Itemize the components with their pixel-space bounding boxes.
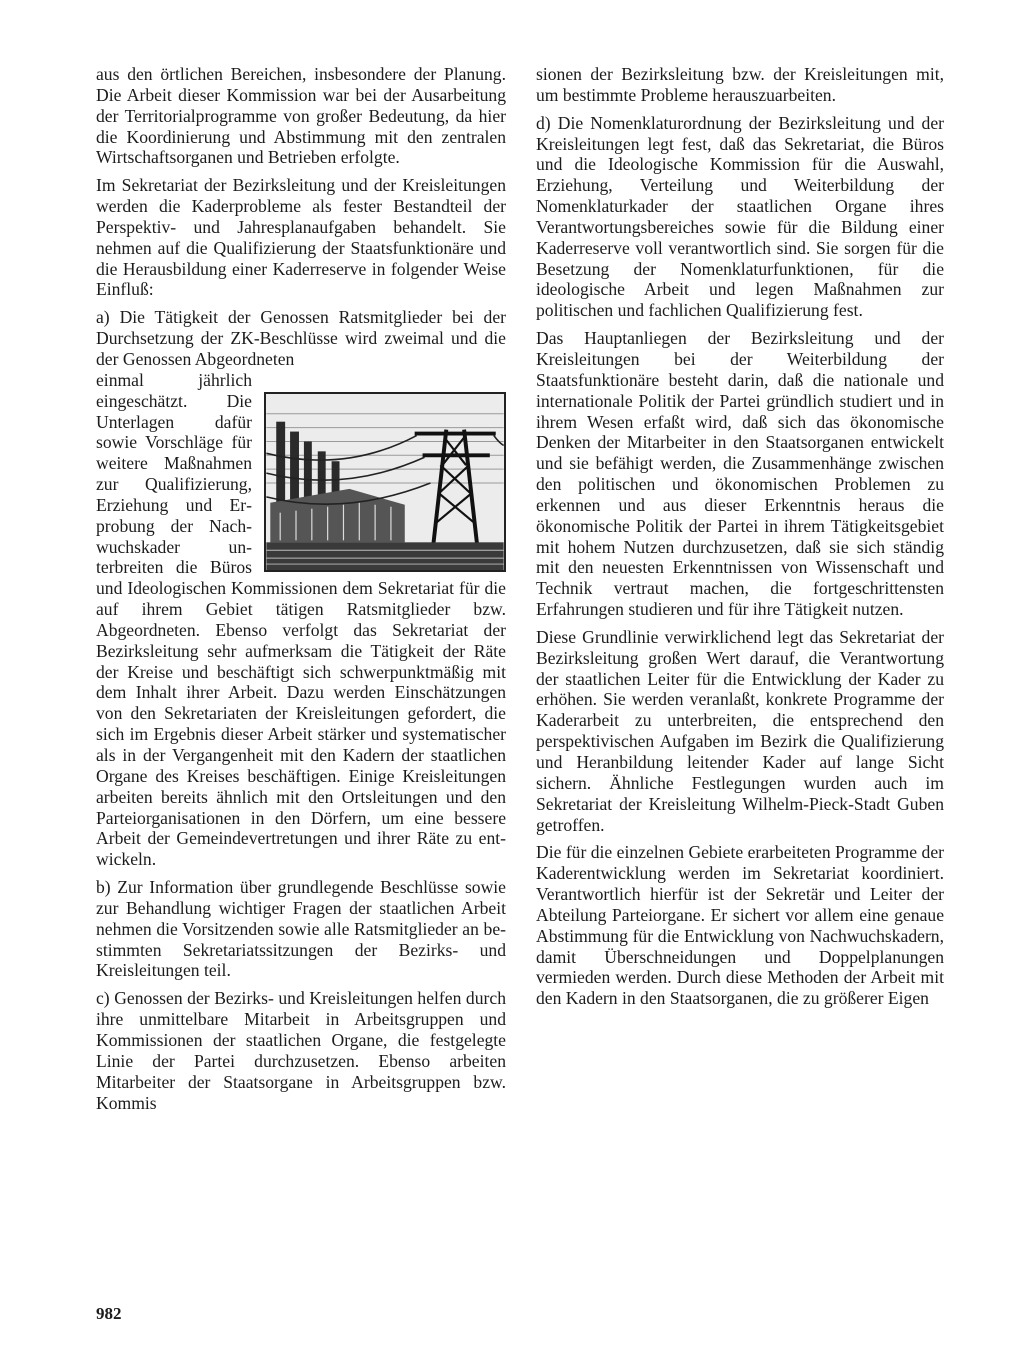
paragraph: d) Die Nomenklaturordnung der Bezirksleitung und der Kreisleitungen legt fest, daß das Sekretariat, die Büros und die Ideologische Kommission für die Auswahl, Erziehung, Verteilung und Weiterbildung der Nomenklaturkader der staatlichen Organe ihres Verantwortungsbereiches sowie für die Bildung einer Kaderreserve voll verantwortlich sind. Sie sorgen für die Besetzung der Nomenklaturfunktionen, für die ideologische Arbeit und legen Maßnahmen zur politischen und fachlichen Qualifizierung fest.	[536, 112, 944, 321]
power-plant-illustration	[264, 392, 506, 572]
paragraph: einmal jährlich eingeschätzt. Die Unterlagen dafür sowie Vorschläge für weitere Maßnahmen zur Qualifizierung, Erziehung und Erprobung der Nachwuchskader unterbreiten die Büros und Ideologischen Kommissionen dem Sekretariat für die auf ihrem Gebiet tätigen Ratsmitglieder bzw. Abgeordneten. Ebenso verfolgt das Sekretariat der Bezirksleitung sehr aufmerksam die Tätigkeit der Räte der Kreise und beschäftigt sich schwerpunktmäßig mit dem Inhalt ihrer Arbeit. Dazu werden Einschätzungen von den Sekretariaten der Kreisleitungen gefordert, die sich im Ergebnis dieser Arbeit stärker und systematischer als in der Vergangenheit mit den Kadern der staatlichen Organe des Kreises beschäftigen. Einige Kreisleitungen arbeiten bereits ähnlich mit den Ortsleitungen und den Parteiorganisationen in den Dörfern, um eine bessere Arbeit der Gemeindevertretungen und ihrer Räte zu entwickeln.	[96, 369, 506, 870]
paragraph: Die für die einzelnen Gebiete erarbeiteten Programme der Kaderentwicklung werden im Sekretariat koordiniert. Verantwortlich hierfür ist der Sekretär und Leiter der Abteilung Parteiorgane. Er sichert vor allem eine genaue Abstimmung für die Entwicklung von Nachwuchskadern, damit Überschneidungen und Doppelplanungen vermieden werden. Durch diese Methoden der Arbeit mit den Kadern in den Staatsorganen, die zu größerer Eigen	[536, 842, 944, 1009]
paragraph: Im Sekretariat der Bezirksleitung und der Kreisleitungen werden die Kaderprobleme als fester Bestandteil der Perspektiv- und Jahresplanaufgaben behandelt. Sie nehmen auf die Qualifizierung der Staatsfunktionäre und die Herausbildung einer Kaderreserve in folgender Weise Einfluß:	[96, 175, 506, 300]
paragraph: b) Zur Information über grundlegende Beschlüsse sowie zur Behandlung wichtiger Fragen der staatlichen Arbeit nehmen die Vorsitzenden sowie alle Ratsmitglieder an bestimmten Sekretariatssitzungen der Bezirks- und Kreisleitungen teil.	[96, 877, 506, 981]
paragraph: c) Genossen der Bezirks- und Kreisleitungen helfen durch ihre unmittelbare Mitarbeit in Arbeitsgruppen und Kommissionen der staatlichen Organe, die festgelegte Linie der Partei durchzusetzen. Ebenso arbeiten Mitarbeiter der Staatsorgane in Arbeitsgruppen bzw. Kommis	[96, 988, 506, 1113]
paragraph: Diese Grundlinie verwirklichend legt das Sekretariat der Bezirksleitung großen Wert darauf, die Verantwortung der staatlichen Leiter für die Entwicklung der Kader zu erhöhen. Sie werden veranlaßt, konkrete Programme der Kaderarbeit zu unterbreiten, die entsprechend den perspektivischen Aufgaben im Bezirk die Qualifizierung und Heranbildung leitender Kader auf lange Sicht sichern. Ähnliche Festlegungen wurden auch im Sekretariat der Kreisleitung Wilhelm-Pieck-Stadt Guben getroffen.	[536, 626, 944, 835]
paragraph: sionen der Bezirksleitung bzw. der Kreisleitungen mit, um bestimmte Probleme herauszuarbeiten.	[536, 64, 944, 105]
industrial-power-line-icon	[266, 394, 504, 570]
right-column	[536, 64, 944, 1016]
paragraph: aus den örtlichen Bereichen, insbesondere der Planung. Die Arbeit dieser Kommission war bei der Ausarbeitung der Territorialprogramme von großer Bedeutung, da hier die Koordinierung und Abstimmung mit den zentralen Wirtschaftsorganen und Betrieben erfolgte.	[96, 64, 506, 168]
paragraph: Das Hauptanliegen der Bezirksleitung und der Kreisleitungen bei der Weiterbildung der Staatsfunktionäre besteht darin, daß die nationale und internationale Politik der Partei gründlich studiert und in ihrem Wesen erfaßt wird, daß sich das ökonomische Denken der Mitarbeiter in den Staatsorganen entwickelt und sie befähigt werden, die Zusammenhänge zwischen den politischen und ökonomischen Problemen zu erkennen und aus dieser Erkenntnis heraus die ökonomische Politik der Partei in ihrem Tätigkeitsgebiet mit hohem Nutzen durchzusetzen, daß sie sich ständig mit den neuesten Erkenntnissen von Wissenschaft und Technik vertraut machen, die fortgeschrittensten Erfahrungen studieren und für ihre Tätigkeit nutzen.	[536, 328, 944, 620]
paragraph: a) Die Tätigkeit der Genossen Ratsmitglieder bei der Durchsetzung der ZK-Beschlüsse wird zweimal und die der Genossen Abgeordneten	[96, 307, 506, 369]
left-column	[96, 64, 506, 1120]
page-number: 982	[96, 1304, 122, 1323]
